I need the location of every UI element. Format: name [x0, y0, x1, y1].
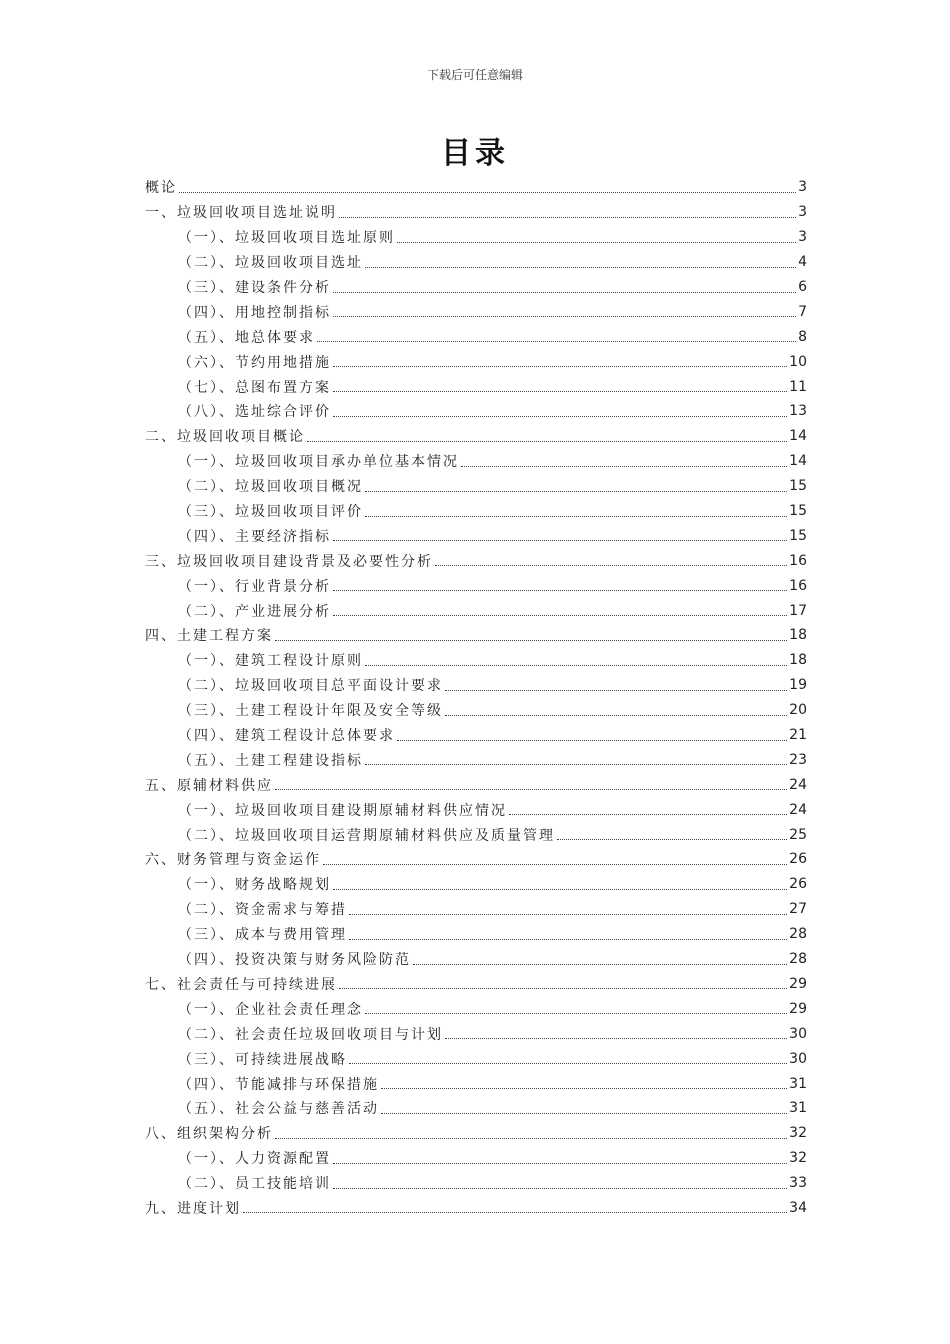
toc-leader-dots [365, 764, 787, 765]
toc-entry-page: 26 [789, 876, 807, 893]
toc-leader-dots [445, 1038, 787, 1039]
toc-leader-dots [333, 540, 787, 541]
toc-entry-label: （七）、总图布置方案 [178, 377, 331, 397]
toc-entry[interactable] [145, 1121, 807, 1146]
toc-leader-dots [317, 341, 796, 342]
toc-entry-page: 20 [789, 702, 807, 719]
toc-entry[interactable] [145, 747, 807, 772]
toc-entry-page: 19 [789, 677, 807, 694]
toc-entry-label: （一）、行业背景分析 [178, 576, 331, 596]
toc-entry[interactable] [145, 225, 807, 250]
toc-entry-page: 33 [789, 1175, 807, 1192]
toc-entry-label: 九、进度计划 [145, 1198, 241, 1218]
toc-entry-page: 15 [789, 527, 807, 544]
toc-leader-dots [243, 1212, 787, 1213]
toc-leader-dots [333, 1163, 787, 1164]
toc-entry[interactable] [145, 623, 807, 648]
toc-entry[interactable] [145, 1046, 807, 1071]
toc-entry-label: （五）、社会公益与慈善活动 [178, 1098, 379, 1118]
toc-leader-dots [333, 391, 787, 392]
toc-entry-page: 25 [789, 826, 807, 843]
toc-entry-page: 6 [798, 279, 807, 295]
toc-list [145, 175, 807, 1220]
toc-entry-page: 23 [789, 751, 807, 768]
toc-entry[interactable] [145, 1071, 807, 1096]
toc-entry-label: （二）、垃圾回收项目选址 [178, 252, 363, 272]
toc-entry[interactable] [145, 648, 807, 673]
toc-leader-dots [349, 1063, 787, 1064]
toc-entry[interactable] [145, 200, 807, 225]
toc-entry-label: （四）、节能减排与环保措施 [178, 1074, 379, 1094]
toc-entry-label: （四）、主要经济指标 [178, 526, 331, 546]
toc-leader-dots [509, 814, 787, 815]
toc-entry-label: （一）、财务战略规划 [178, 874, 331, 894]
toc-leader-dots [445, 715, 787, 716]
toc-entry[interactable] [145, 897, 807, 922]
toc-leader-dots [333, 1188, 787, 1189]
toc-entry-label: （一）、人力资源配置 [178, 1148, 331, 1168]
toc-entry[interactable] [145, 374, 807, 399]
toc-entry-page: 15 [789, 478, 807, 495]
toc-entry-page: 29 [789, 1000, 807, 1017]
toc-entry-label: （一）、垃圾回收项目建设期原辅材料供应情况 [178, 800, 507, 820]
toc-entry[interactable] [145, 499, 807, 524]
toc-entry-label: 八、组织架构分析 [145, 1123, 273, 1143]
toc-entry-label: （四）、建筑工程设计总体要求 [178, 725, 395, 745]
toc-entry-page: 31 [789, 1075, 807, 1092]
toc-entry[interactable] [145, 996, 807, 1021]
toc-leader-dots [275, 1138, 787, 1139]
toc-entry-page: 32 [789, 1125, 807, 1142]
toc-entry-label: （六）、节约用地措施 [178, 352, 331, 372]
toc-leader-dots [413, 964, 787, 965]
toc-leader-dots [381, 1113, 787, 1114]
toc-entry[interactable] [145, 1096, 807, 1121]
toc-entry[interactable] [145, 972, 807, 997]
toc-entry-page: 11 [789, 378, 807, 395]
toc-entry-page: 3 [798, 179, 807, 196]
toc-entry-label: （一）、企业社会责任理念 [178, 999, 363, 1019]
toc-entry-label: （三）、垃圾回收项目评价 [178, 501, 363, 521]
toc-leader-dots [275, 789, 787, 790]
toc-leader-dots [333, 366, 787, 367]
toc-entry-page: 30 [789, 1050, 807, 1067]
toc-entry[interactable] [145, 847, 807, 872]
toc-leader-dots [349, 914, 787, 915]
toc-entry-page: 17 [789, 602, 807, 619]
toc-leader-dots [365, 516, 787, 517]
toc-leader-dots [333, 292, 796, 293]
toc-entry-label: 三、垃圾回收项目建设背景及必要性分析 [145, 551, 433, 571]
toc-entry-label: （四）、投资决策与财务风险防范 [178, 949, 411, 969]
toc-leader-dots [365, 665, 787, 666]
toc-entry[interactable] [145, 723, 807, 748]
toc-entry-label: 六、财务管理与资金运作 [145, 849, 321, 869]
toc-entry-label: （三）、建设条件分析 [178, 277, 331, 297]
toc-leader-dots [557, 839, 787, 840]
toc-entry[interactable] [145, 1021, 807, 1046]
toc-entry-label: 七、社会责任与可持续进展 [145, 974, 337, 994]
toc-entry-page: 18 [789, 627, 807, 644]
toc-leader-dots [333, 416, 787, 417]
toc-entry[interactable] [145, 922, 807, 947]
toc-entry[interactable] [145, 598, 807, 623]
toc-entry[interactable] [145, 474, 807, 499]
toc-entry-page: 27 [789, 901, 807, 918]
toc-entry[interactable] [145, 822, 807, 847]
toc-entry-page: 3 [798, 204, 807, 221]
toc-entry-page: 18 [789, 652, 807, 669]
toc-entry[interactable] [145, 947, 807, 972]
toc-entry-page: 32 [789, 1150, 807, 1167]
toc-entry[interactable] [145, 797, 807, 822]
toc-entry-label: （五）、土建工程建设指标 [178, 750, 363, 770]
toc-entry[interactable] [145, 250, 807, 275]
toc-entry-label: （三）、土建工程设计年限及安全等级 [178, 700, 443, 720]
toc-entry-page: 28 [789, 926, 807, 943]
toc-leader-dots [339, 217, 796, 218]
toc-leader-dots [461, 466, 787, 467]
toc-leader-dots [275, 640, 787, 641]
toc-entry[interactable] [145, 175, 807, 200]
header-note: 下载后可任意编辑 [426, 68, 523, 82]
toc-entry[interactable] [145, 523, 807, 548]
toc-entry-page: 34 [789, 1199, 807, 1216]
toc-entry-page: 3 [798, 229, 807, 246]
toc-entry-label: （三）、可持续进展战略 [178, 1049, 347, 1069]
toc-entry-page: 14 [789, 428, 807, 445]
toc-entry[interactable] [145, 399, 807, 424]
toc-entry-label: 二、垃圾回收项目概论 [145, 426, 305, 446]
toc-leader-dots [445, 690, 787, 691]
toc-entry-label: 五、原辅材料供应 [145, 775, 273, 795]
toc-entry-label: （二）、社会责任垃圾回收项目与计划 [178, 1024, 443, 1044]
toc-leader-dots [381, 1088, 787, 1089]
toc-leader-dots [397, 242, 796, 243]
page-title: 目录 [441, 136, 509, 171]
toc-entry[interactable] [145, 275, 807, 300]
toc-leader-dots [435, 565, 787, 566]
toc-entry-label: （三）、成本与费用管理 [178, 924, 347, 944]
toc-entry-page: 30 [789, 1025, 807, 1042]
toc-entry-label: （二）、资金需求与筹措 [178, 899, 347, 919]
toc-entry-page: 24 [789, 776, 807, 793]
toc-entry[interactable] [145, 772, 807, 797]
toc-entry-page: 15 [789, 503, 807, 520]
toc-leader-dots [307, 441, 787, 442]
toc-entry-label: （一）、垃圾回收项目选址原则 [178, 227, 395, 247]
toc-leader-dots [179, 192, 796, 193]
toc-leader-dots [333, 615, 787, 616]
toc-leader-dots [323, 864, 787, 865]
toc-entry-page: 10 [789, 353, 807, 370]
toc-entry[interactable] [145, 349, 807, 374]
toc-entry-page: 16 [789, 552, 807, 569]
toc-leader-dots [333, 889, 787, 890]
toc-entry-page: 29 [789, 975, 807, 992]
toc-entry-label: （一）、建筑工程设计原则 [178, 650, 363, 670]
toc-entry-page: 28 [789, 951, 807, 968]
toc-entry-page: 26 [789, 851, 807, 868]
toc-entry[interactable] [145, 1146, 807, 1171]
toc-leader-dots [333, 590, 787, 591]
toc-entry[interactable] [145, 424, 807, 449]
toc-leader-dots [333, 316, 796, 317]
toc-leader-dots [365, 491, 787, 492]
toc-leader-dots [397, 740, 787, 741]
toc-entry-label: （二）、产业进展分析 [178, 601, 331, 621]
toc-entry-label: （一）、垃圾回收项目承办单位基本情况 [178, 451, 459, 471]
toc-entry[interactable] [145, 548, 807, 573]
toc-entry-label: （五）、地总体要求 [178, 327, 315, 347]
toc-entry[interactable] [145, 299, 807, 324]
toc-entry-page: 31 [789, 1100, 807, 1117]
toc-entry-page: 4 [798, 254, 807, 271]
toc-entry-label: （二）、垃圾回收项目概况 [178, 476, 363, 496]
toc-entry[interactable] [145, 324, 807, 349]
toc-entry-label: （二）、垃圾回收项目运营期原辅材料供应及质量管理 [178, 825, 555, 845]
toc-leader-dots [349, 939, 787, 940]
toc-leader-dots [365, 1013, 787, 1014]
toc-entry-label: 四、土建工程方案 [145, 625, 273, 645]
toc-entry-page: 7 [798, 303, 807, 320]
toc-entry-page: 21 [789, 727, 807, 744]
toc-leader-dots [339, 988, 787, 989]
toc-entry[interactable] [145, 872, 807, 897]
toc-entry[interactable] [145, 1171, 807, 1196]
toc-entry-label: （二）、垃圾回收项目总平面设计要求 [178, 675, 443, 695]
toc-entry[interactable] [145, 1196, 807, 1221]
toc-entry[interactable] [145, 573, 807, 598]
toc-entry[interactable] [145, 673, 807, 698]
toc-entry-page: 24 [789, 801, 807, 818]
toc-entry-page: 8 [798, 328, 807, 345]
toc-entry-label: （四）、用地控制指标 [178, 302, 331, 322]
toc-entry-label: 一、垃圾回收项目选址说明 [145, 202, 337, 222]
toc-entry[interactable] [145, 449, 807, 474]
toc-entry-label: （八）、选址综合评价 [178, 401, 331, 421]
toc-entry-page: 14 [789, 453, 807, 470]
toc-entry-page: 16 [789, 577, 807, 594]
toc-leader-dots [365, 267, 796, 268]
toc-entry-label: 概论 [145, 177, 177, 197]
toc-entry-page: 13 [789, 403, 807, 420]
toc-entry[interactable] [145, 698, 807, 723]
toc-entry-label: （二）、员工技能培训 [178, 1173, 331, 1193]
